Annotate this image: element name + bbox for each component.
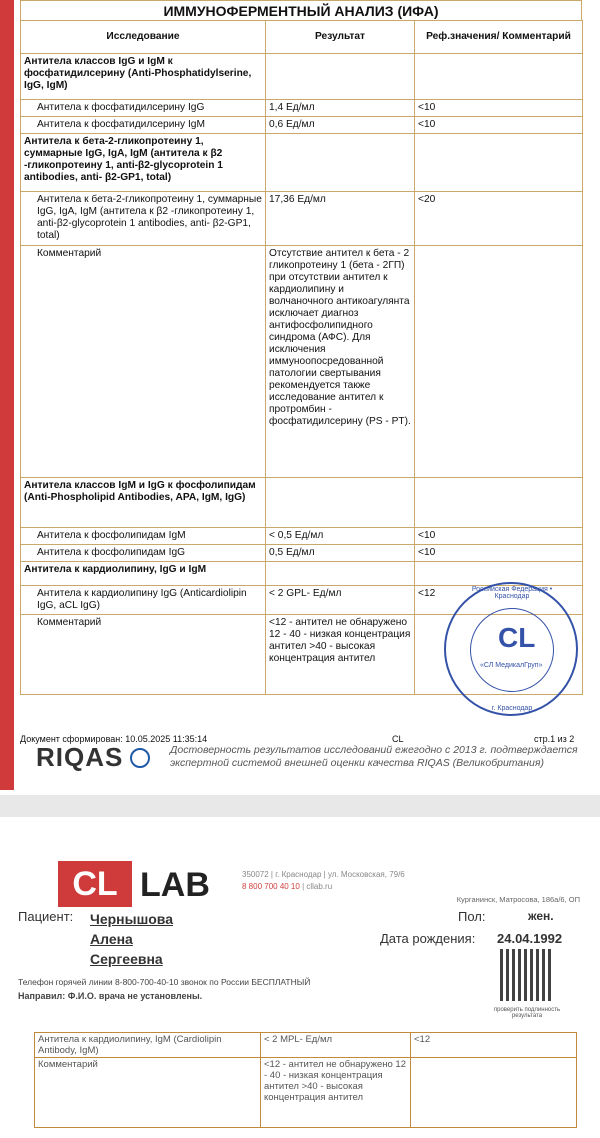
ref-cell [415,562,583,586]
test-cell: Комментарий [21,246,266,478]
result-cell: 0,6 Ед/мл [266,117,415,134]
test-cell: Антитела к фосфатидилсерину IgG [21,100,266,117]
table-row [21,478,583,528]
ref-cell: <10 [415,528,583,545]
table-row [21,528,583,545]
lab-phone-site: 8 800 700 40 10 | cllab.ru [242,882,333,891]
ref-cell: <10 [415,100,583,117]
report-page-2 [0,817,600,1138]
qr-code-icon [500,949,552,1001]
test-cell: Антитела к фосфолипидам IgM [21,528,266,545]
table-row [21,117,583,134]
ref-cell: <12 [411,1033,577,1058]
test-cell: Антитела к фосфатидилсерину IgM [21,117,266,134]
table-row [35,1058,577,1128]
lab-address: 350072 | г. Краснодар | ул. Московская, 79/6 [242,870,405,879]
sex-value: жен. [528,909,554,923]
test-cell: Антитела к фосфолипидам IgG [21,545,266,562]
ref-cell [415,478,583,528]
generated-timestamp: Документ сформирован: 10.05.2025 11:35:14 [20,734,208,744]
result-cell [266,478,415,528]
table-row [21,246,583,478]
table-row [21,192,583,246]
qr-caption: проверить подлинность результата [493,1007,561,1019]
test-cell: Антитела к бета-2-гликопротеину 1, суммарные IgG, IgA, IgM (антитела к β2 -гликопротеину 1, anti-β2-glycoprotein 1 antibodies, anti- β2-GP1, total) [21,192,266,246]
riqas-statement: Достоверность результатов исследований ежегодно с 2013 г. подтверждается экспертной системой внешней оценки качества RIQAS (Великобритания) [170,744,578,769]
dob-value: 24.04.1992 [497,931,563,946]
referring-doctor: Направил: Ф.И.О. врача не установлены. [18,991,203,1001]
table-row [21,562,583,586]
result-cell [266,54,415,100]
lab-code: CL [392,734,404,744]
page-title: ИММУНОФЕРМЕНТНЫЙ АНАЛИЗ (ИФА) [20,0,582,21]
test-cell: Антитела к кардиолипину IgG (Anticardiolipin IgG, aCL IgG) [21,586,266,615]
patient-name [90,909,173,969]
ref-cell: <20 [415,192,583,246]
result-cell: Отсутствие антител к бета - 2 гликопротеину 1 (бета - 2ГП) при отсутствии антител к кардиолипину и волчаночного антикоагулянта исключает диагноз антифосфолипидного синдрома (АФС). Для исключения иммуноопосредованной патологии свертывания рекомендуется также исследование антител к протромбин - фосфатидилсерину (PS - PT). [266,246,415,478]
result-cell: <12 - антител не обнаружено 12 - 40 - низкая концентрация антител >40 - высокая концентрация антител [261,1058,411,1128]
stamp-ring-text: Российская Федерация • Краснодар [471,586,553,600]
result-cell [266,562,415,586]
test-cell: Антитела к кардиолипину, IgG и IgM [21,562,266,586]
lab-contacts [242,869,542,893]
ref-cell: <12 [415,586,583,615]
result-cell: 0,5 Ед/мл [266,545,415,562]
ref-cell [411,1058,577,1128]
patient-label: Пациент: [18,909,74,924]
dob-label: Дата рождения: [380,931,476,946]
test-cell: Антитела классов IgG и IgM к фосфатидилсерину (Anti-Phosphatidylserine, IgG, IgM) [21,54,266,100]
globe-icon [130,748,150,768]
patient-patronymic: Сергеевна [90,951,163,967]
ref-cell [415,246,583,478]
cl-logo: CL [58,861,132,907]
ref-cell: <10 [415,545,583,562]
result-cell: < 2 MPL- Ед/мл [261,1033,411,1058]
ref-cell [415,134,583,192]
test-cell: Комментарий [21,615,266,695]
ref-cell: <10 [415,117,583,134]
test-cell: Антитела классов IgM и IgG к фосфолипидам (Anti-Phospholipid Antibodies, APA, IgM, IgG) [21,478,266,528]
test-cell: Комментарий [35,1058,261,1128]
stamp-city: г. Краснодар [491,705,533,712]
result-cell: < 2 GPL- Ед/мл [266,586,415,615]
result-cell: 1,4 Ед/мл [266,100,415,117]
table-row [21,54,583,100]
header-result: Результат [266,21,415,54]
lab-phone: 8 800 700 40 10 [242,882,300,891]
stamp-logo: CL [498,622,536,653]
test-cell: Антитела к бета-2-гликопротеину 1, суммарные IgG, IgA, IgM (антитела к β2 -гликопротеину 1, anti-β2-glycoprotein 1 antibodies, anti- β2-GP1, total) [21,134,266,192]
table-row [21,134,583,192]
header-ref: Реф.значения/ Комментарий [415,21,583,54]
table-row [35,1033,577,1058]
result-cell: <12 - антител не обнаружено 12 - 40 - низкая концентрация антител >40 - высокая концентрация антител [266,615,415,695]
result-cell: 17,36 Ед/мл [266,192,415,246]
lab-logo-text: LAB [140,866,210,904]
page-separator [0,795,600,817]
table-row [21,100,583,117]
patient-firstname: Алена [90,931,133,947]
result-cell [266,134,415,192]
ref-cell [415,54,583,100]
stamp-lab-name: «СЛ МедикалГруп» [480,662,543,669]
test-cell: Антитела к кардиолипину, IgM (Cardiolipin Antibody, IgM) [35,1033,261,1058]
riqas-logo: RIQAS [36,742,124,772]
patient-surname: Чернышова [90,911,174,927]
lab-stamp [444,582,578,716]
table-header-row [21,21,583,54]
results-table-page2 [34,1032,577,1128]
table-row [21,545,583,562]
lab-site: cllab.ru [306,882,333,891]
header-test: Исследование [21,21,266,54]
result-cell: < 0,5 Ед/мл [266,528,415,545]
hotline-text: Телефон горячей линии 8-800-700-40-10 звонок по России БЕСПЛАТНЫЙ [18,977,311,987]
page-number: стр.1 из 2 [534,734,575,744]
branch-address: Курганинск, Матросова, 186а/6, ОП [456,895,580,904]
sex-label: Пол: [458,909,486,924]
